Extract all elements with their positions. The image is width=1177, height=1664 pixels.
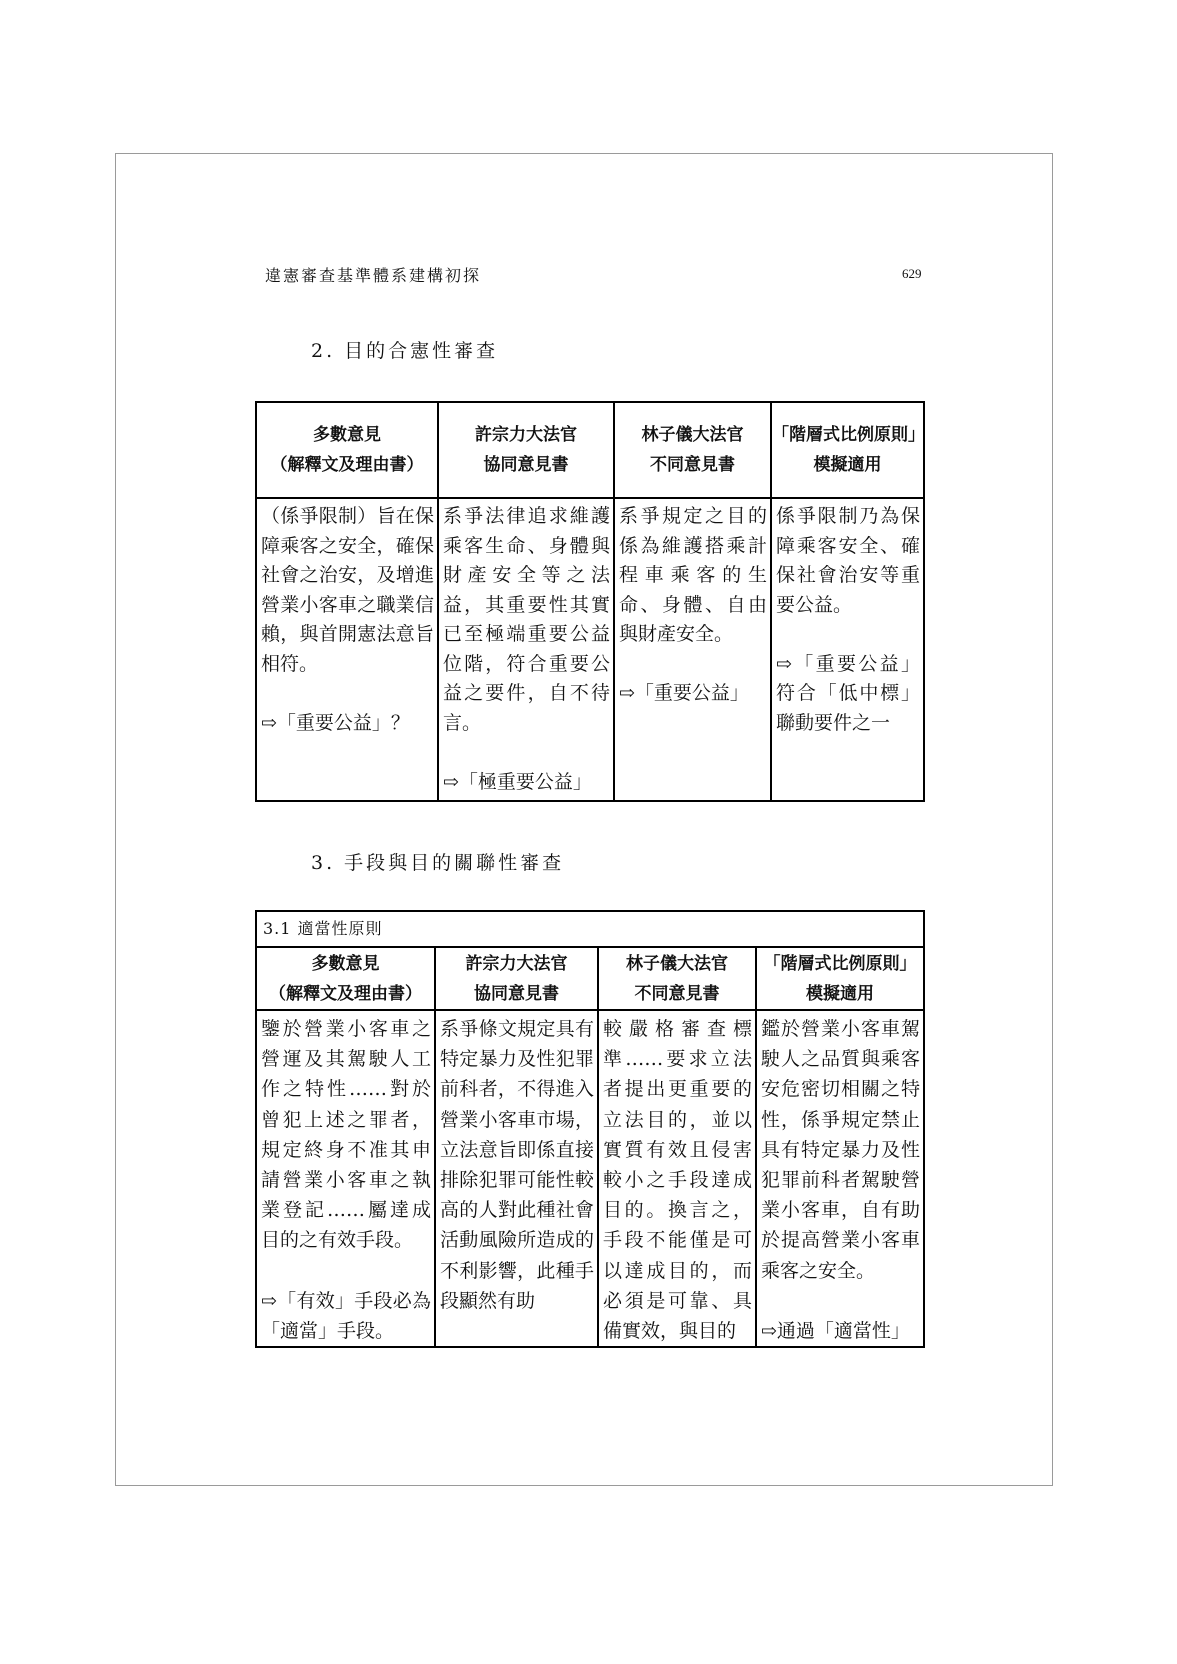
header-hsu: 許宗力大法官 協同意見書 — [438, 402, 614, 498]
hierarchical-cell: 係爭限制乃為保障乘客安全、確保社會治安等重要公益。 ⇨「重要公益」符合「低中標」聯動要件之一 — [771, 498, 924, 801]
header-hierarchical: 「階層式比例原則」 模擬適用 — [771, 402, 924, 498]
hsu-opinion-cell: 系爭法律追求維護乘客生命、身體與財產安全等之法益，其重要性其實已至極端重要公益位階，符合重要公益之要件，自不待言。 ⇨「極重要公益」 — [438, 498, 614, 801]
section-3-title: 3. 手段與目的關聯性審查 — [311, 852, 565, 874]
header-majority: 多數意見 （解釋文及理由書） — [256, 947, 435, 1010]
running-head: 違憲審查基準體系建構初探 — [265, 266, 482, 285]
header-hsu: 許宗力大法官 協同意見書 — [435, 947, 598, 1010]
suitability-table — [255, 910, 925, 1348]
majority-opinion-cell: （係爭限制）旨在保障乘客之安全，確保社會之治安，及增進營業小客車之職業信賴，與首開憲法意旨相符。 ⇨「重要公益」？ — [256, 498, 438, 801]
hsu-opinion-cell: 系爭條文規定具有特定暴力及性犯罪前科者，不得進入營業小客車市場，立法意旨即係直接排除犯罪可能性較高的人對此種社會活動風險所造成的不利影響，此種手段顯然有助 — [435, 1010, 598, 1347]
majority-opinion-cell: 鑒於營業小客車之營運及其駕駛人工作之特性……對於曾犯上述之罪者，規定終身不准其申請營業小客車之執業登記……屬達成目的之有效手段。 ⇨「有效」手段必為「適當」手段。 — [256, 1010, 435, 1347]
header-hierarchical: 「階層式比例原則」 模擬適用 — [756, 947, 924, 1010]
header-lin: 林子儀大法官 不同意見書 — [598, 947, 756, 1010]
lin-opinion-cell: 較嚴格審查標準……要求立法者提出更重要的立法目的，並以實質有效且侵害較小之手段達成目的。換言之，手段不能僅是可以達成目的，而必須是可靠、具備實效，與目的 — [598, 1010, 756, 1347]
header-lin: 林子儀大法官 不同意見書 — [614, 402, 771, 498]
section-2-title: 2. 目的合憲性審查 — [311, 340, 499, 362]
hierarchical-cell: 鑑於營業小客車駕駛人之品質與乘客安危密切相關之特性，係爭規定禁止具有特定暴力及性犯罪前科者駕駛營業小客車，自有助於提高營業小客車乘客之安全。 ⇨通過「適當性」 — [756, 1010, 924, 1347]
header-majority: 多數意見 （解釋文及理由書） — [256, 402, 438, 498]
page-number: 629 — [902, 266, 922, 281]
subsection-caption: 3.1 適當性原則 — [256, 911, 924, 947]
lin-opinion-cell: 系爭規定之目的係為維護搭乘計程車乘客的生命、身體、自由與財產安全。 ⇨「重要公益」 — [614, 498, 771, 801]
purpose-review-table — [255, 401, 925, 802]
